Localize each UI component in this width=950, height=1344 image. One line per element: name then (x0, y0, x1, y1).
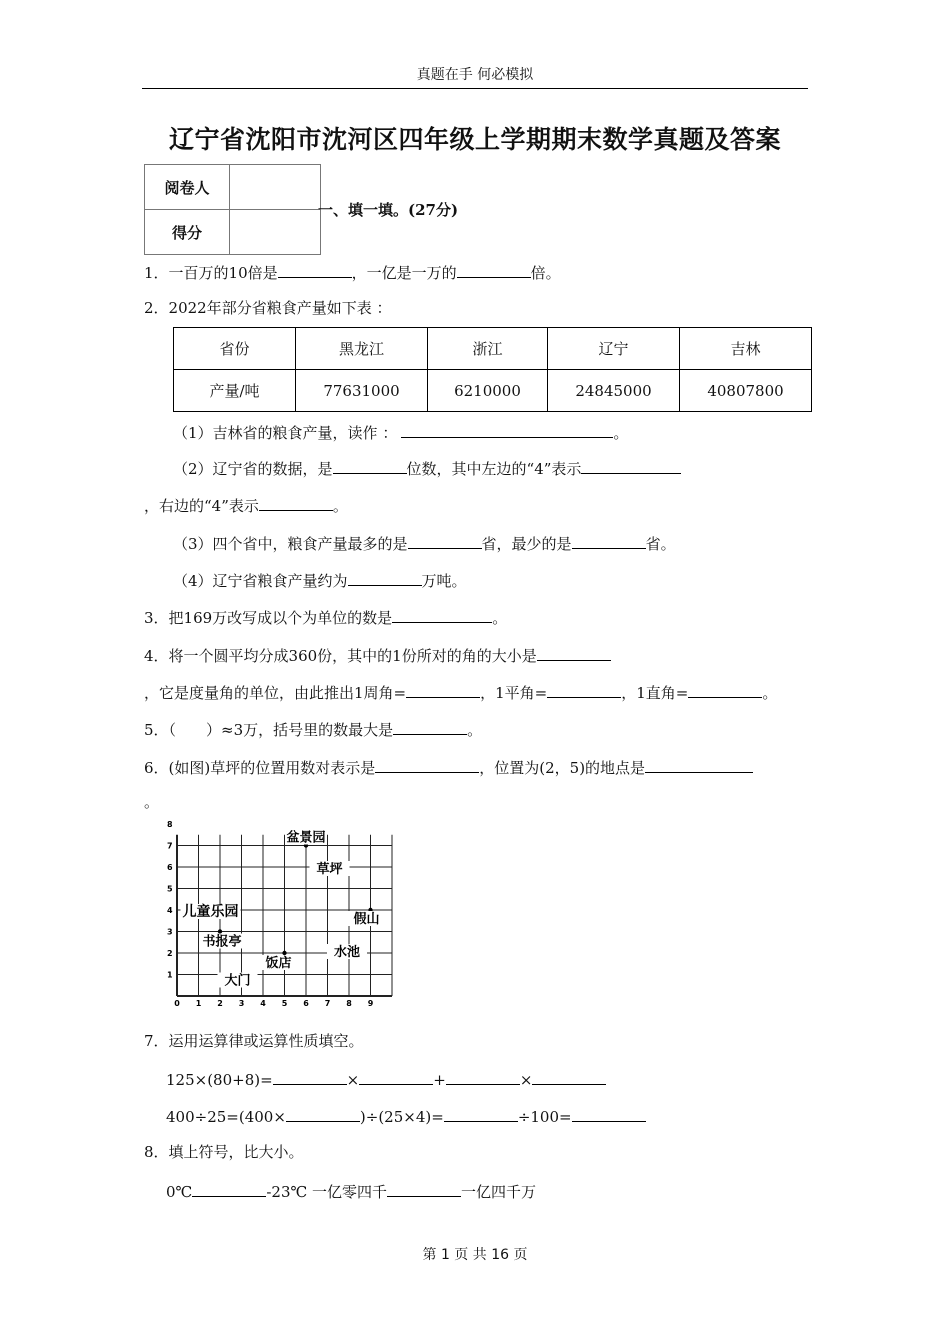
question-1 (144, 261, 561, 283)
q2-3-text: （3）四个省中，粮食产量最多的是 (173, 535, 408, 553)
place-label: 草坪 (316, 862, 343, 877)
x-tick-label: 3 (238, 999, 245, 1008)
q4-text: ，它是度量角的单位，由此推出1周角= (144, 684, 407, 702)
reviewer-label: 阅卷人 (145, 165, 230, 210)
table-cell: 24845000 (548, 370, 680, 412)
table-header-row (174, 328, 812, 370)
answer-blank[interactable] (392, 606, 492, 623)
q2-4-text: （4）辽宁省粮食产量约为 (173, 572, 348, 590)
answer-blank[interactable] (537, 644, 611, 661)
header-divider (142, 88, 808, 89)
q8-text: 一亿四千万 (461, 1183, 537, 1201)
q5-text: 5．（ ）≈3万，括号里的数最大是 (144, 721, 394, 739)
answer-blank[interactable] (572, 1105, 646, 1122)
q5-text: 。 (467, 721, 483, 739)
table-header-cell: 吉林 (680, 328, 812, 370)
answer-blank[interactable] (457, 261, 531, 278)
y-tick-label: 6 (167, 863, 173, 872)
table-header-cell: 浙江 (428, 328, 548, 370)
answer-blank[interactable] (375, 756, 479, 773)
question-7-intro: 7．运用运算律或运算性质填空。 (144, 1032, 364, 1050)
score-label: 得分 (145, 210, 230, 255)
question-7-line-2 (166, 1105, 646, 1127)
table-cell: 6210000 (428, 370, 548, 412)
answer-blank[interactable] (408, 532, 482, 549)
table-header-cell: 辽宁 (548, 328, 680, 370)
answer-blank[interactable] (348, 569, 422, 586)
q2-2-text: 。 (332, 497, 348, 515)
y-tick-label: 4 (167, 906, 173, 915)
answer-blank[interactable] (259, 494, 333, 511)
q6-text: 6．(如图)草坪的位置用数对表示是 (144, 759, 376, 777)
q7-operator: × (346, 1071, 360, 1089)
question-8-intro: 8．填上符号，比大小。 (144, 1143, 304, 1161)
place-label: 水池 (333, 945, 361, 960)
question-3 (144, 606, 507, 628)
x-tick-label: 8 (346, 999, 352, 1008)
answer-blank[interactable] (532, 1068, 606, 1085)
answer-blank[interactable] (393, 718, 467, 735)
place-label: 盆景园 (286, 830, 326, 846)
question-4 (144, 644, 611, 666)
q4-text: ，1直角= (621, 684, 689, 702)
q8-text: -23℃ 一亿零四千 (266, 1183, 388, 1201)
table-cell: 40807800 (680, 370, 812, 412)
question-2-3 (173, 532, 676, 554)
x-tick-label: 4 (260, 999, 266, 1008)
score-box (144, 164, 321, 255)
x-tick-label: 6 (303, 999, 309, 1008)
question-2-1 (173, 421, 628, 443)
section-title: 一、填一填。(27分) (318, 201, 459, 219)
answer-blank[interactable] (446, 1068, 520, 1085)
answer-blank[interactable] (278, 261, 352, 278)
q7-text: ÷100= (517, 1108, 572, 1126)
answer-blank[interactable] (547, 681, 621, 698)
q2-3-text: 省。 (645, 535, 676, 553)
question-6 (144, 756, 753, 778)
grain-table (173, 327, 812, 412)
question-4-cont (144, 681, 777, 703)
question-5 (144, 718, 482, 740)
answer-blank[interactable] (401, 421, 613, 438)
answer-blank[interactable] (286, 1105, 360, 1122)
q2-2-text: （2）辽宁省的数据，是 (173, 460, 333, 478)
q7-text: 125×(80+8)= (166, 1071, 273, 1089)
page-footer: 第 1 页 共 16 页 (422, 1247, 528, 1263)
y-tick-label: 7 (167, 841, 173, 851)
location-map-figure (165, 820, 397, 1008)
y-tick-label: 2 (167, 949, 173, 958)
question-2-2-cont (144, 494, 348, 516)
x-tick-label: 1 (195, 999, 202, 1008)
question-7-line-1 (166, 1068, 606, 1090)
q2-2-text: 位数，其中左边的“4”表示 (406, 460, 582, 478)
x-tick-label: 0 (174, 999, 180, 1008)
answer-blank[interactable] (688, 681, 762, 698)
x-tick-label: 7 (324, 999, 331, 1008)
q3-text: 。 (492, 609, 508, 627)
q7-text: )÷(25×4)= (359, 1108, 444, 1126)
answer-blank[interactable] (273, 1068, 347, 1085)
reviewer-cell (230, 165, 321, 210)
table-cell: 产量/吨 (174, 370, 296, 412)
x-tick-label: 5 (281, 999, 288, 1008)
place-point (218, 929, 222, 933)
answer-blank[interactable] (581, 457, 681, 474)
q1-text: 1．一百万的10倍是 (144, 264, 278, 282)
answer-blank[interactable] (333, 457, 407, 474)
q1-text: ，一亿是一万的 (351, 264, 457, 282)
q2-1-text: 。 (613, 424, 629, 442)
table-header-cell: 黑龙江 (296, 328, 428, 370)
q7-operator: + (433, 1071, 446, 1089)
answer-blank[interactable] (359, 1068, 433, 1085)
place-label: 假山 (353, 912, 380, 927)
place-point (282, 951, 286, 955)
question-2-intro: 2．2022年部分省粮食产量如下表 ： (144, 299, 392, 317)
y-tick-label: 1 (167, 970, 173, 980)
y-tick-label: 8 (167, 820, 173, 829)
table-header-cell: 省份 (174, 328, 296, 370)
page-header: 真题在手 何必模拟 (416, 67, 534, 83)
q7-text: 400÷25=(400× (166, 1108, 286, 1126)
page-title: 辽宁省沈阳市沈河区四年级上学期期末数学真题及答案 (168, 125, 781, 154)
answer-blank[interactable] (444, 1105, 518, 1122)
y-tick-label: 5 (167, 884, 173, 894)
answer-blank[interactable] (387, 1180, 461, 1197)
x-tick-label: 2 (217, 999, 223, 1008)
q4-text: 4．将一个圆平均分成360份，其中的1份所对的角的大小是 (144, 647, 537, 665)
x-tick-label: 9 (367, 999, 374, 1008)
score-cell (230, 210, 321, 255)
question-6-end: 。 (144, 793, 160, 811)
q6-text: ，位置为(2，5)的地点是 (479, 759, 646, 777)
question-8-line (166, 1180, 536, 1202)
answer-blank[interactable] (192, 1180, 266, 1197)
q3-text: 3．把169万改写成以个为单位的数是 (144, 609, 393, 627)
q2-1-text: （1）吉林省的粮食产量，读作 ： (173, 424, 398, 442)
q2-4-text: 万吨。 (421, 572, 467, 590)
q2-3-text: 省，最少的是 (481, 535, 572, 553)
q8-text: 0℃ (166, 1183, 193, 1201)
place-label: 大门 (224, 973, 251, 989)
question-2-2 (173, 457, 681, 479)
place-label: 儿童乐园 (182, 904, 239, 920)
y-tick-label: 3 (167, 927, 173, 937)
map-places (181, 830, 387, 989)
question-2-4 (173, 569, 467, 591)
table-row (174, 370, 812, 412)
place-label: 书报亭 (202, 934, 242, 950)
place-label: 饭店 (265, 956, 292, 971)
q7-operator: × (519, 1071, 533, 1089)
q2-2-text: ，右边的“4”表示 (144, 497, 259, 515)
answer-blank[interactable] (645, 756, 753, 773)
q4-text: ，1平角= (480, 684, 548, 702)
answer-blank[interactable] (572, 532, 646, 549)
q1-text: 倍。 (530, 264, 561, 282)
q4-text: 。 (762, 684, 778, 702)
table-cell: 77631000 (296, 370, 428, 412)
answer-blank[interactable] (406, 681, 480, 698)
